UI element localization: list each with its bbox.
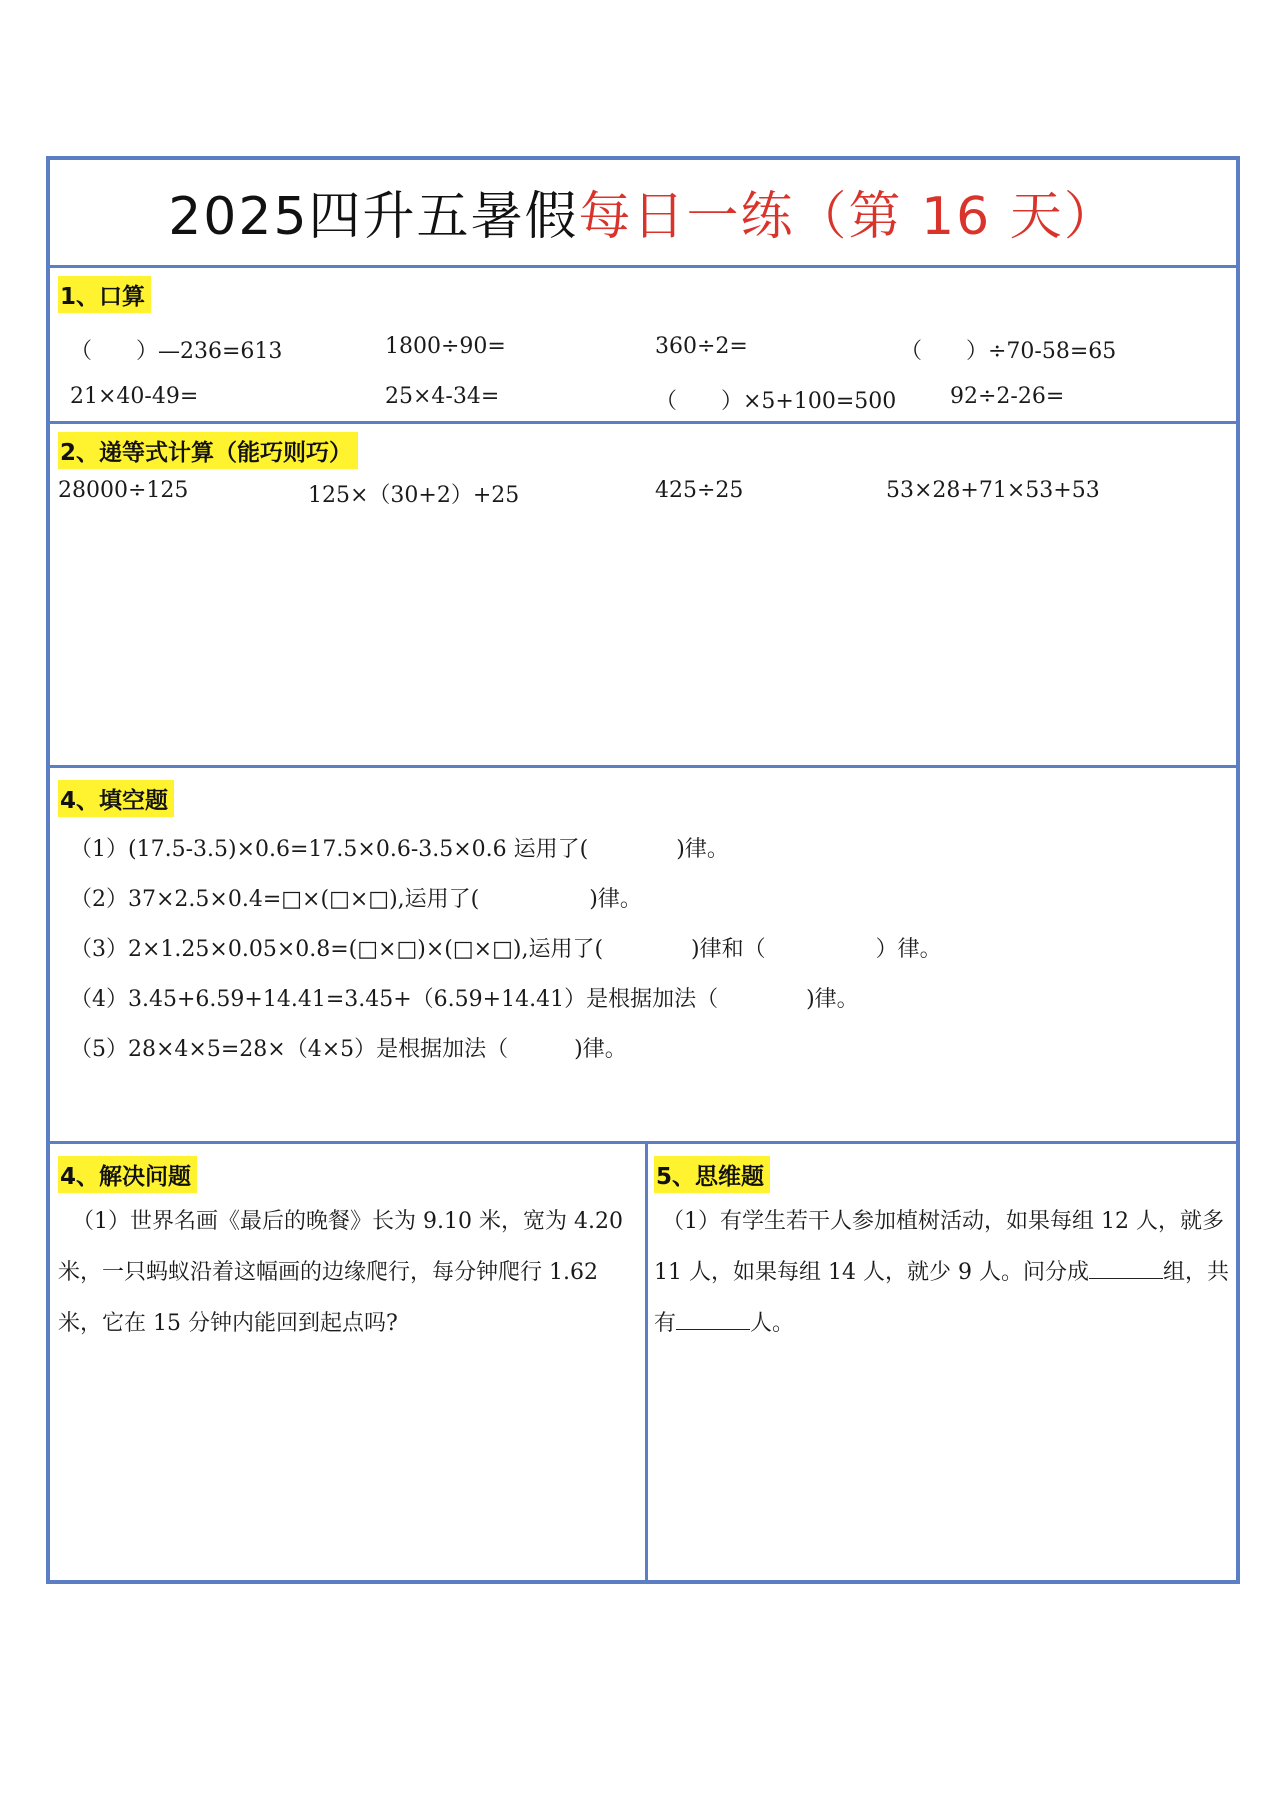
- title-row: [50, 160, 1236, 268]
- problem: 28000÷125: [58, 478, 189, 503]
- problem-text: 人。: [750, 1311, 795, 1336]
- word-problem: （1）世界名画《最后的晚餐》长为 9.10 米，宽为 4.20 米，一只蚂蚁沿着这幅画的边缘爬行，每分钟爬行 1.62 米，它在 15 分钟内能回到起点吗?: [58, 1209, 623, 1336]
- thinking-problem: [654, 1196, 1232, 1349]
- section-heading: 4、解决问题: [58, 1156, 197, 1193]
- answer-blank-people[interactable]: [676, 1309, 750, 1330]
- fill-blank-item: （2）37×2.5×0.4=□×(□×□),运用了( )律。: [70, 887, 642, 912]
- title-main: 2025四升五暑假: [168, 187, 579, 247]
- column-divider: [645, 1144, 648, 1580]
- page-title: [50, 174, 1236, 249]
- section-heading: 5、思维题: [654, 1156, 770, 1193]
- problem: 1800÷90=: [385, 334, 506, 359]
- problem: 92÷2-26=: [950, 384, 1065, 409]
- fill-blank-item: （1）(17.5-3.5)×0.6=17.5×0.6-3.5×0.6 运用了( )律。: [70, 837, 729, 862]
- section-heading: 2、递等式计算（能巧则巧）: [58, 432, 358, 469]
- section-mental-math: [50, 268, 1236, 424]
- problem: 425÷25: [655, 478, 744, 503]
- problem: 21×40-49=: [70, 384, 199, 409]
- problem: （ ）÷70-58=65: [900, 339, 1117, 364]
- bottom-row: [50, 1144, 1236, 1580]
- problem-text: （1）有学生若干人参加植树活动，如果每组 12 人，就多 11 人，如果每组 14 人，就少 9 人。问分成: [654, 1209, 1224, 1285]
- problem: 125×（30+2）+25: [308, 483, 520, 508]
- title-highlight: 每日一练（第 16 天）: [578, 187, 1118, 247]
- problem: （ ）—236=613: [70, 339, 283, 364]
- fill-blank-item: （5）28×4×5=28×（4×5）是根据加法（ )律。: [70, 1037, 627, 1062]
- section-step-calculation: [50, 424, 1236, 768]
- problem: 53×28+71×53+53: [886, 478, 1100, 503]
- section-heading: 1、口算: [58, 276, 151, 313]
- answer-blank-groups[interactable]: [1089, 1258, 1163, 1279]
- worksheet: [46, 156, 1240, 1584]
- fill-blank-item: （4）3.45+6.59+14.41=3.45+（6.59+14.41）是根据加法（ )律。: [70, 987, 859, 1012]
- section-heading: 4、填空题: [58, 780, 174, 817]
- problem: （ ）×5+100=500: [655, 389, 897, 414]
- problem: 360÷2=: [655, 334, 748, 359]
- problem: 25×4-34=: [385, 384, 500, 409]
- fill-blank-item: （3）2×1.25×0.05×0.8=(□×□)×(□×□),运用了( )律和（ ）律。: [70, 937, 942, 962]
- section-fill-blank: [50, 768, 1236, 1144]
- problem-text: 组，共有: [654, 1260, 1229, 1336]
